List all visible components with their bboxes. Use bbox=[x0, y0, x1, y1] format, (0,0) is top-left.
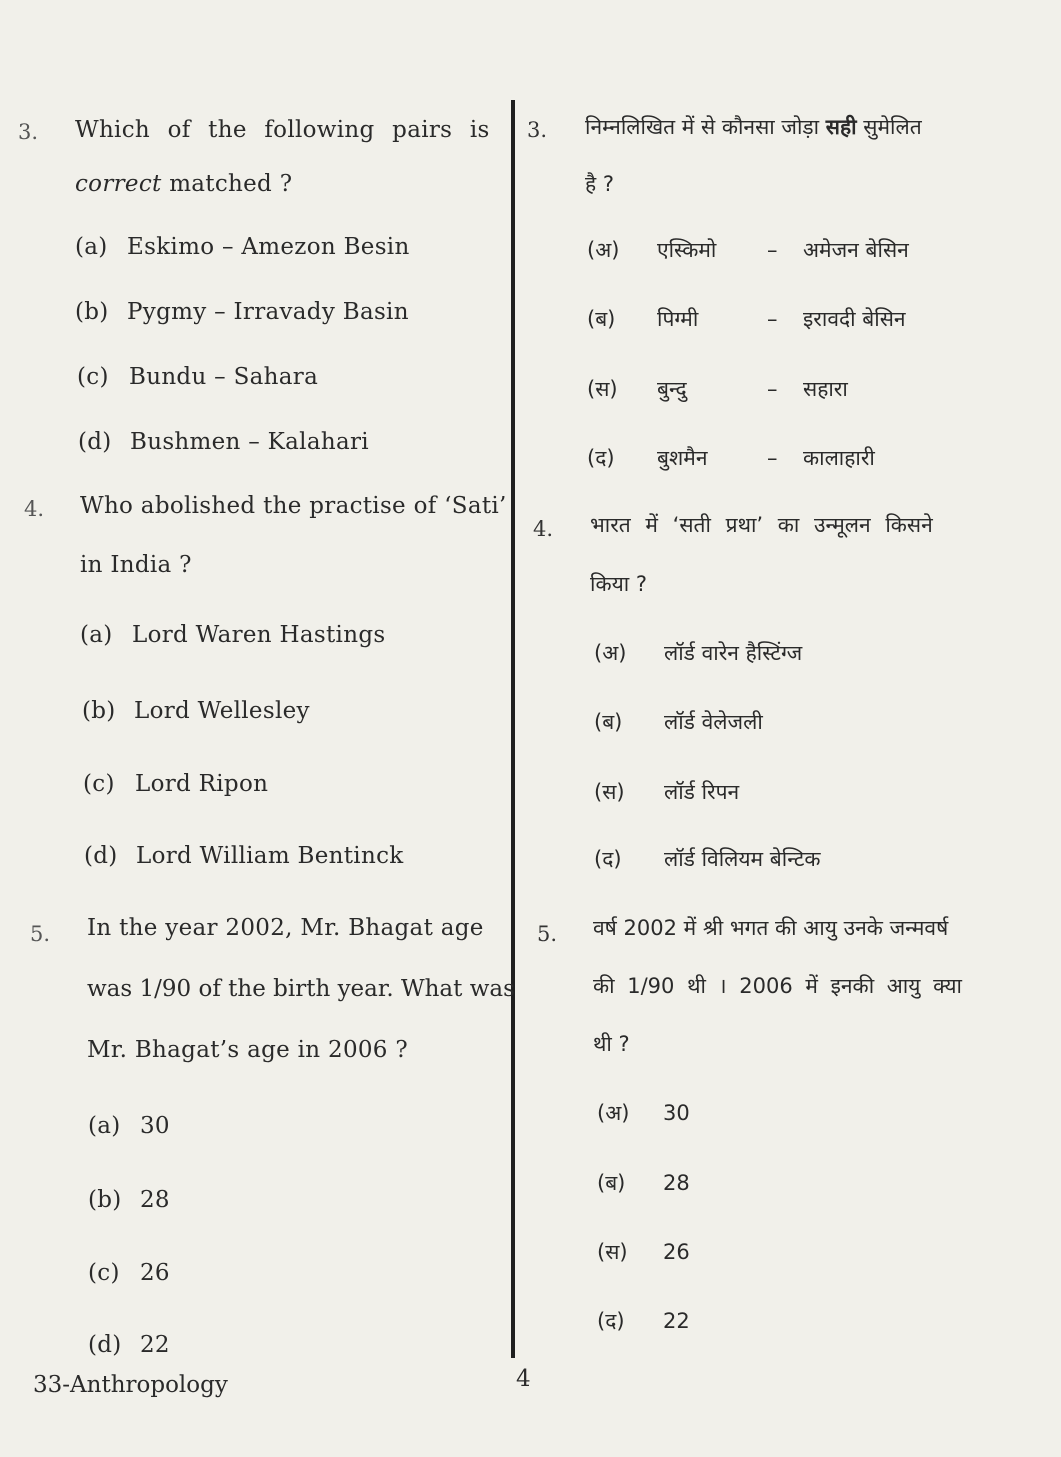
question-text: was 1/90 of the birth year. What was bbox=[87, 976, 515, 1002]
option-a: (a) Lord Waren Hastings bbox=[80, 622, 386, 648]
question-text-rest: matched ? bbox=[169, 171, 293, 197]
option-a: (अ) 30 bbox=[597, 1101, 690, 1125]
question-text: है ? bbox=[585, 172, 614, 196]
option-d: (d) Bushmen – Kalahari bbox=[78, 429, 369, 455]
question-text: किया ? bbox=[590, 572, 648, 596]
option-a: (a) Eskimo – Amezon Besin bbox=[75, 234, 410, 260]
question-text: In the year 2002, Mr. Bhagat age bbox=[87, 915, 484, 941]
question-text: Mr. Bhagat’s age in 2006 ? bbox=[87, 1037, 408, 1063]
option-d: (द) 22 bbox=[597, 1309, 690, 1333]
option-c: (c) Lord Ripon bbox=[83, 771, 269, 797]
option-a: (a) 30 bbox=[88, 1113, 170, 1139]
question-text: थी ? bbox=[593, 1032, 630, 1056]
question-text: वर्ष 2002 में श्री भगत की आयु उनके जन्मवर्ष bbox=[593, 916, 949, 940]
question-text: Which of the following pairs is bbox=[75, 117, 490, 143]
question-text: की 1/90 थी । 2006 में इनकी आयु क्या bbox=[593, 974, 962, 998]
emphasis-text: सही bbox=[825, 115, 857, 139]
option-c: (स) 26 bbox=[597, 1240, 690, 1264]
question-text: Who abolished the practise of ‘Sati’ bbox=[80, 493, 507, 519]
option-d: (d) 22 bbox=[88, 1332, 170, 1358]
option-c: (स) बुन्दु – सहारा bbox=[587, 377, 848, 401]
subject-footer: 33-Anthropology bbox=[33, 1372, 228, 1398]
question-text bbox=[75, 171, 292, 197]
option-d: (d) Lord William Bentinck bbox=[84, 843, 404, 869]
question-text: in India ? bbox=[80, 552, 192, 578]
option-b: (b) 28 bbox=[88, 1187, 170, 1213]
option-c: (c) 26 bbox=[88, 1260, 170, 1286]
question-number: 4. bbox=[24, 497, 45, 521]
column-divider bbox=[511, 100, 515, 1358]
option-c: (स) लॉर्ड रिपन bbox=[594, 780, 740, 804]
question-number: 5. bbox=[30, 922, 51, 946]
option-a: (अ) एस्किमो – अमेजन बेसिन bbox=[587, 238, 909, 262]
option-c: (c) Bundu – Sahara bbox=[77, 364, 319, 390]
question-number: 3. bbox=[18, 120, 39, 144]
question-number: 3. bbox=[527, 118, 548, 142]
emphasis-text: correct bbox=[75, 171, 162, 197]
option-b: (ब) लॉर्ड वेलेजली bbox=[594, 710, 763, 734]
question-text: भारत में ‘सती प्रथा’ का उन्मूलन किसने bbox=[590, 513, 933, 537]
question-number: 5. bbox=[537, 922, 558, 946]
option-b: (ब) 28 bbox=[597, 1171, 690, 1195]
page-number: 4 bbox=[516, 1366, 531, 1392]
option-a: (अ) लॉर्ड वारेन हैस्टिंग्ज bbox=[594, 641, 803, 665]
option-b: (b) Lord Wellesley bbox=[82, 698, 310, 724]
option-b: (ब) पिग्मी – इरावदी बेसिन bbox=[587, 307, 906, 331]
question-text: निम्नलिखित में से कौनसा जोड़ा सही सुमेलित bbox=[585, 115, 922, 139]
question-number: 4. bbox=[533, 517, 554, 541]
option-d: (द) लॉर्ड विलियम बेन्टिक bbox=[594, 847, 821, 871]
option-b: (b) Pygmy – Irravady Basin bbox=[75, 299, 409, 325]
option-d: (द) बुशमैन – कालाहारी bbox=[587, 446, 875, 470]
